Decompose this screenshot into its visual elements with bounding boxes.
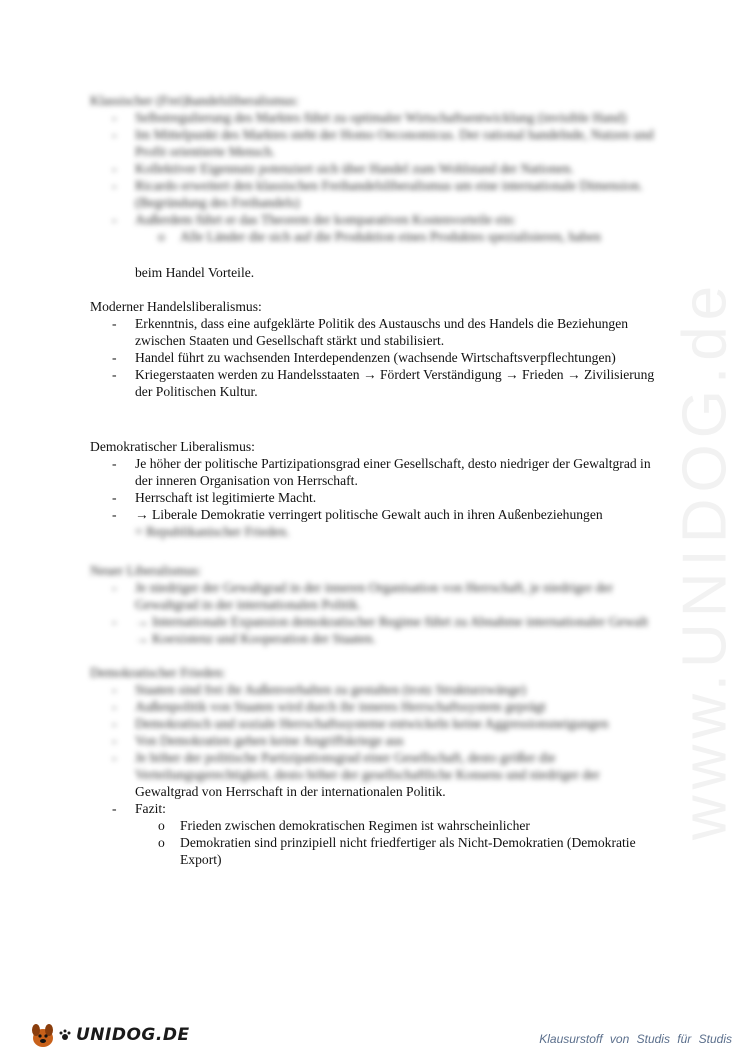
sub-list-item: o Demokratien sind prinzipiell nicht friedfertiger als Nicht-Demokratien (Demokratie Export)	[158, 835, 636, 867]
list-item: - Fazit: o Frieden zwischen demokratischen Regimen ist wahrscheinlicher o Demokratien sind prinzipiell nicht friedfertiger als Nicht-Demokratien (Demokratie Export)	[90, 800, 660, 868]
list-item: - Kollektiver Eigennutz potenziert sich über Handel zum Wohlstand der Nationen.	[112, 161, 574, 176]
list-item: - Herrschaft ist legitimierte Macht.	[112, 490, 317, 505]
list-item: - Erkenntnis, dass eine aufgeklärte Politik des Austauschs und des Handels die Beziehungen zwischen Staaten und Gesellschaft stärkt und stabilisiert.	[112, 316, 629, 348]
paw-icon	[58, 1028, 72, 1042]
list-item: - Je niedriger der Gewaltgrad in der inneren Organisation von Herrschaft, je niedriger der Gewaltgrad in der internationalen Politik.	[112, 580, 613, 612]
list-item: - → Liberale Demokratie verringert politische Gewalt auch in ihren Außenbeziehungen = Republikanischer Frieden.	[112, 507, 603, 539]
list-item: - Von Demokratien gehen keine Angriffskriege aus	[112, 733, 404, 748]
section-title: Demokratischer Frieden:	[90, 665, 226, 680]
section-klassischer-handelsliberalismus	[90, 92, 660, 245]
section-demokratischer-frieden	[90, 664, 660, 868]
dog-icon	[28, 1020, 58, 1050]
section-title: Demokratischer Liberalismus:	[90, 439, 255, 454]
list-item: - → Internationale Expansion demokratischer Regime führt zu Abnahme internationaler Gewalt → Koexistenz und Kooperation der Staaten.	[112, 614, 648, 646]
unidog-logo	[28, 1018, 190, 1052]
list-item: - Handel führt zu wachsenden Interdependenzen (wachsende Wirtschaftsverpflechtungen)	[112, 350, 616, 365]
section-demokratischer-liberalismus	[90, 438, 660, 540]
section-neuer-liberalismus	[90, 562, 660, 647]
sub-list-item: o Alle Länder die sich auf die Produktion eines Produktes spezialisieren, haben	[158, 229, 601, 244]
section-title: Neuer Liberalismus:	[90, 563, 202, 578]
list-item: - Je höher der politische Partizipationsgrad einer Gesellschaft, desto niedriger der Gewaltgrad in der inneren Organisation von Herrschaft.	[112, 456, 651, 488]
list-item: - Staaten sind frei ihr Außenverhalten zu gestalten (trotz Strukturzwänge)	[112, 682, 527, 697]
tagline: Klausurstoff von Studis für Studis	[539, 1032, 732, 1046]
section-title: Klassischer (Frei)handelsliberalismus:	[90, 93, 299, 108]
list-item: - Außenpolitik von Staaten wird durch ihr inneres Herrschaftssystem geprägt	[112, 699, 546, 714]
list-item: - Ricardo erweitert den klassischen Freihandelsliberalismus um eine internationale Dimension. (Begründung des Freihandels)	[112, 178, 643, 210]
list-item: - Außerdem führt er das Theorem der komparativen Kostenvorteile ein: o Alle Länder die sich auf die Produktion eines Produktes spezialisieren, haben	[90, 211, 660, 245]
list-item: - Selbstregulierung des Marktes führt zu optimaler Wirtschaftsentwicklung (invisible Hand)	[112, 110, 627, 125]
watermark: www.UNIDOG.de	[670, 279, 740, 841]
sub-list-item: o Frieden zwischen demokratischen Regimen ist wahrscheinlicher	[158, 818, 530, 833]
list-item: - Je höher der politische Partizipationsgrad einer Gesellschaft, desto größer die Verteilungsgerechtigkeit, desto höher der gesellschaftliche Konsens und niedriger der Gewaltgrad von Herrschaft in der internationalen Politik.	[112, 750, 600, 799]
list-item: - Kriegerstaaten werden zu Handelsstaaten → Fördert Verständigung → Frieden → Zivilisierung der Politischen Kultur.	[112, 367, 655, 399]
section-moderner-handelsliberalismus	[90, 298, 660, 400]
section-title: Moderner Handelsliberalismus:	[90, 299, 262, 314]
clear-line: beim Handel Vorteile.	[135, 265, 255, 280]
list-item: - Im Mittelpunkt des Marktes steht der Homo Oeconomicus. Der rational handelnde, Nutzen und Profit orientierte Mensch.	[112, 127, 654, 159]
list-item: - Demokratisch und soziale Herrschaftssysteme entwickeln keine Aggressionsneigungen	[112, 716, 609, 731]
logo-text: UNIDOG.DE	[76, 1025, 190, 1045]
